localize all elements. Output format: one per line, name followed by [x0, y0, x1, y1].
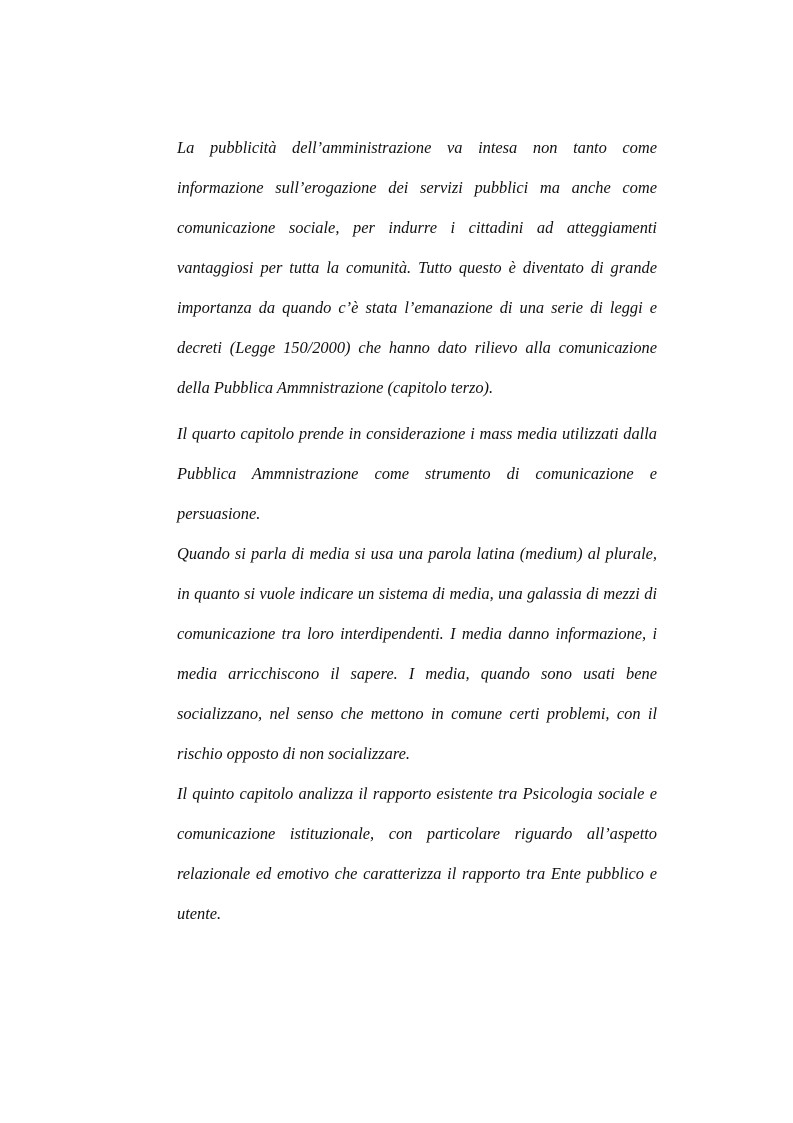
- paragraph-1: La pubblicità dell’amministrazione va intesa non tanto come informazione sull’erogazione dei servizi pubblici ma anche come comunicazione sociale, per indurre i cittadini ad atteggiamenti vantaggiosi per tutta la comunità. Tutto questo è diventato di grande importanza da quando c’è stata l’emanazione di una serie di leggi e decreti (Legge 150/2000) che hanno dato rilievo alla comunicazione della Pubblica Ammnistrazione (capitolo terzo).: [177, 138, 657, 397]
- paragraph-2: Il quarto capitolo prende in considerazione i mass media utilizzati dalla Pubblica Ammnistrazione come strumento di comunicazione e persuasione.: [177, 424, 657, 523]
- paragraph-3: Quando si parla di media si usa una parola latina (medium) al plurale, in quanto si vuole indicare un sistema di media, una galassia di mezzi di comunicazione tra loro interdipendenti. I media danno informazione, i media arricchiscono il sapere. I media, quando sono usati bene socializzano, nel senso che mettono in comune certi problemi, con il rischio opposto di non socializzare.: [177, 544, 657, 763]
- body-text: [177, 128, 657, 934]
- paragraph-4: Il quinto capitolo analizza il rapporto esistente tra Psicologia sociale e comunicazione istituzionale, con particolare riguardo all’aspetto relazionale ed emotivo che caratterizza il rapporto tra Ente pubblico e utente.: [177, 784, 657, 923]
